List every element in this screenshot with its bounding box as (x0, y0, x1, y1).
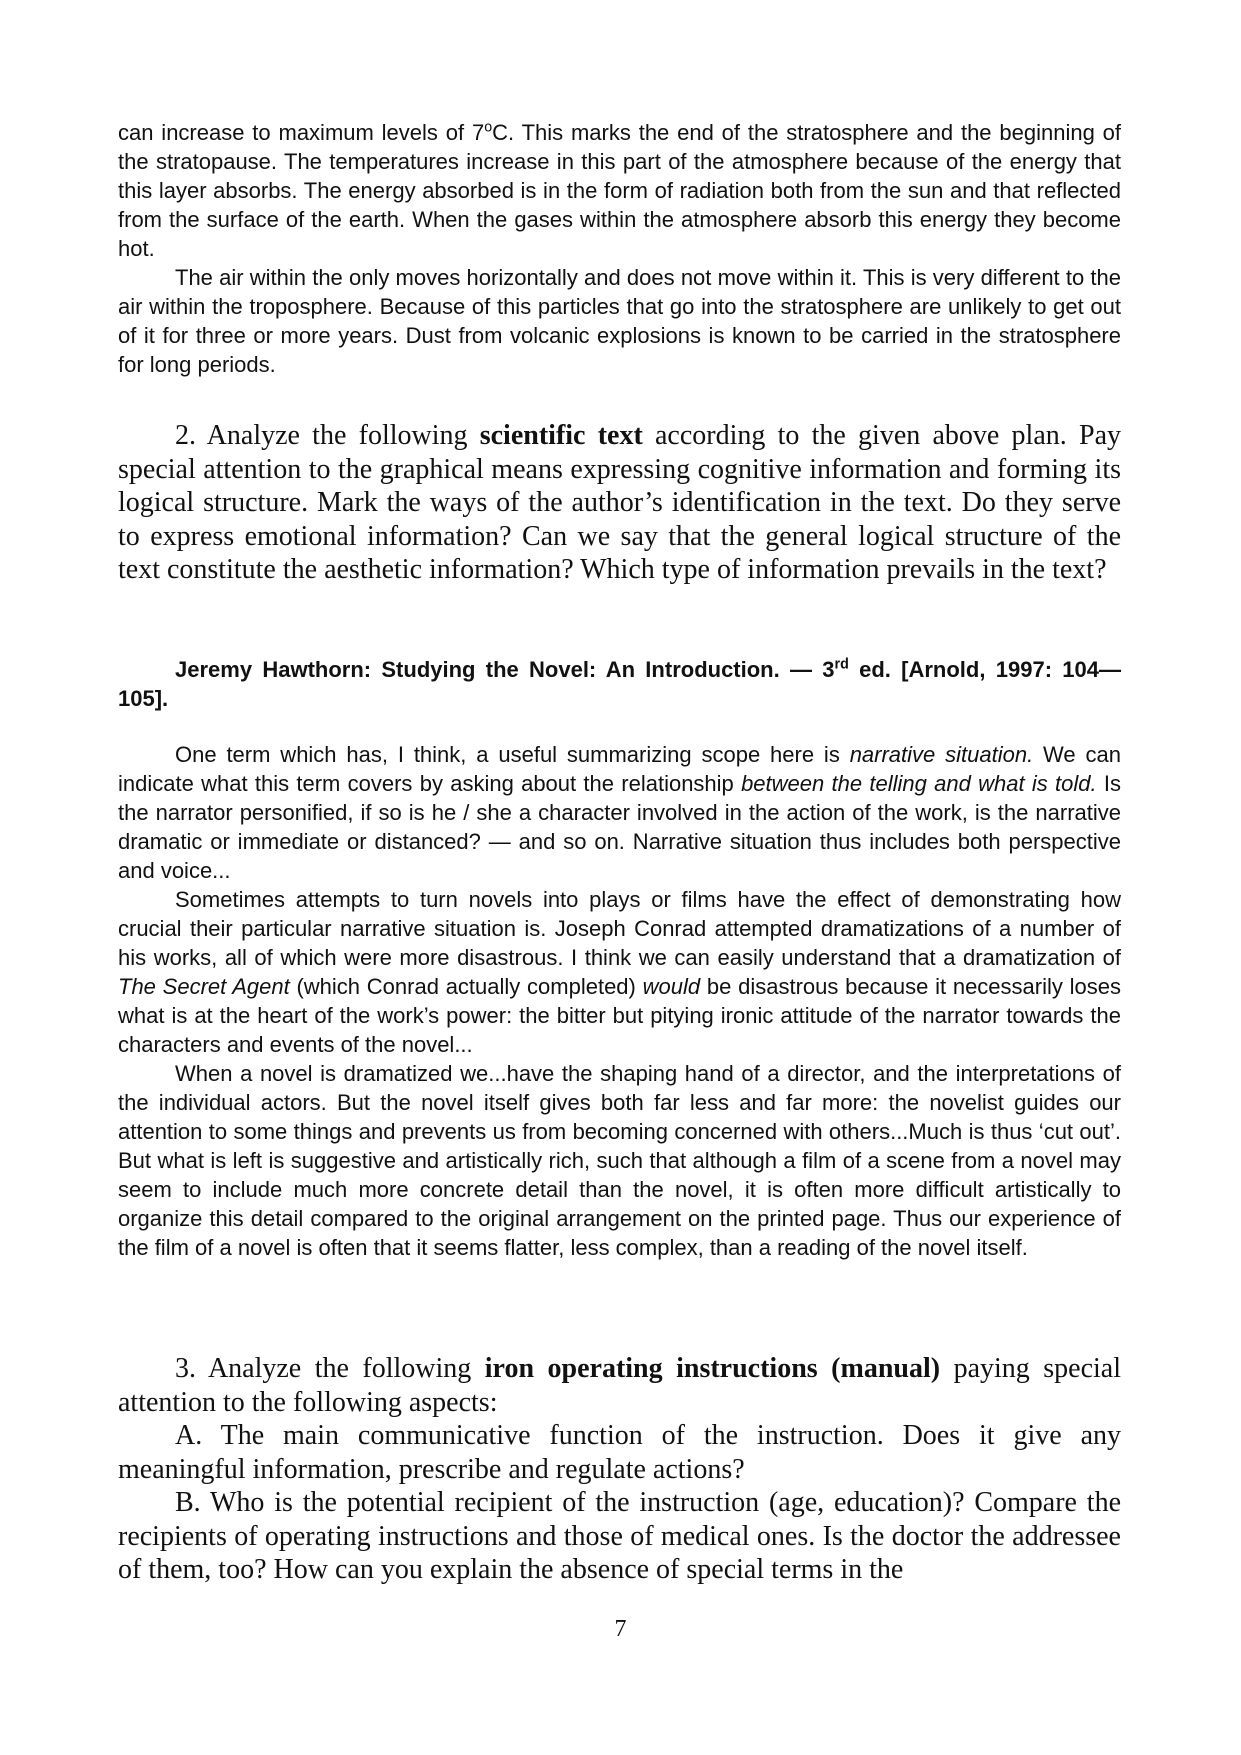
hawthorn-passage (118, 740, 1121, 1262)
task-3-item-a: A. The main communicative function of the instruction. Does it give any meaningful information, prescribe and regulate actions? (118, 1420, 1121, 1485)
citation-text: Jeremy Hawthorn: Studying the Novel: An Introduction. — 3rd ed. [Arnold, 1997: 104—105]. (118, 656, 1121, 711)
task-3-item-b: B. Who is the potential recipient of the instruction (age, education)? Compare the recipients of operating instructions and those of medical ones. Is the doctor the addressee of them, too? How can you explain the absence of special terms in the (118, 1487, 1121, 1585)
source-citation (118, 655, 1121, 713)
task-2-emphasis: scientific text (479, 420, 643, 451)
task-2-text: 2. Analyze the following scientific text according to the given above plan. Pay special attention to the graphical means expressing cognitive information and forming its logical structure. Mark the ways of the author’s identification in the text. Do they serve to express emotional information? Can we say that the general logical structure of the text constitute the aesthetic information? Which type of information prevails in the text? (118, 420, 1121, 585)
passage-paragraph: One term which has, I think, a useful summarizing scope here is narrative situation. We can indicate what this term covers by asking about the relationship between the telling and what is told. Is the narrator personified, if so is he / she a character involved in the action of the work, is the narrative dramatic or immediate or distanced? — and so on. Narrative situation thus includes both perspective and voice... (118, 742, 1121, 883)
task-2 (118, 419, 1121, 587)
task-3-emphasis: iron operating instructions (manual) (484, 1353, 941, 1384)
passage-paragraph: Sometimes attempts to turn novels into plays or films have the effect of demonstrating how crucial their particular narrative situation is. Joseph Conrad attempted dramatizations of a number of his works, all of which were more disastrous. I think we can easily understand that a dramatization of The Secret Agent (which Conrad actually completed) would be disastrous because it necessarily loses what is at the heart of the work’s power: the bitter but pitying ironic attitude of the narrator towards the characters and events of the novel... (118, 887, 1121, 1057)
degree-superscript: o (484, 119, 493, 136)
passage-paragraph: When a novel is dramatized we...have the shaping hand of a director, and the interpretations of the individual actors. But the novel itself gives both far less and far more: the novelist guides our attention to some things and prevents us from becoming concerned with others...Much is thus ‘cut out’. But what is left is suggestive and artistically rich, such that although a film of a scene from a novel may seem to include much more concrete detail than the novel, it is often more difficult artistically to organize this detail compared to the original arrangement on the printed page. Thus our experience of the film of a novel is often that it seems flatter, less complex, than a reading of the novel itself. (118, 1061, 1121, 1260)
passage-paragraph: can increase to maximum levels of 7$^o$C. This marks the end of the stratosphere and the beginning of the stratopause. The temperatures increase in this part of the atmosphere because of the energy that this layer absorbs. The energy absorbed is in the form of radiation both from the sun and that reflected from the surface of the earth. When the gases within the atmosphere absorb this energy they become hot. (118, 119, 1121, 261)
task-3-intro: 3. Analyze the following iron operating instructions (manual) paying special attention to the following aspects: (118, 1353, 1121, 1418)
stratosphere-passage (118, 118, 1121, 379)
page-number: 7 (614, 1616, 627, 1642)
passage-paragraph: The air within the only moves horizontally and does not move within it. This is very different to the air within the troposphere. Because of this particles that go into the stratosphere are unlikely to get out of it for three or more years. Dust from volcanic explosions is known to be carried in the stratosphere for long periods. (118, 265, 1121, 377)
task-3 (118, 1352, 1121, 1587)
edition-superscript: rd (834, 656, 849, 673)
